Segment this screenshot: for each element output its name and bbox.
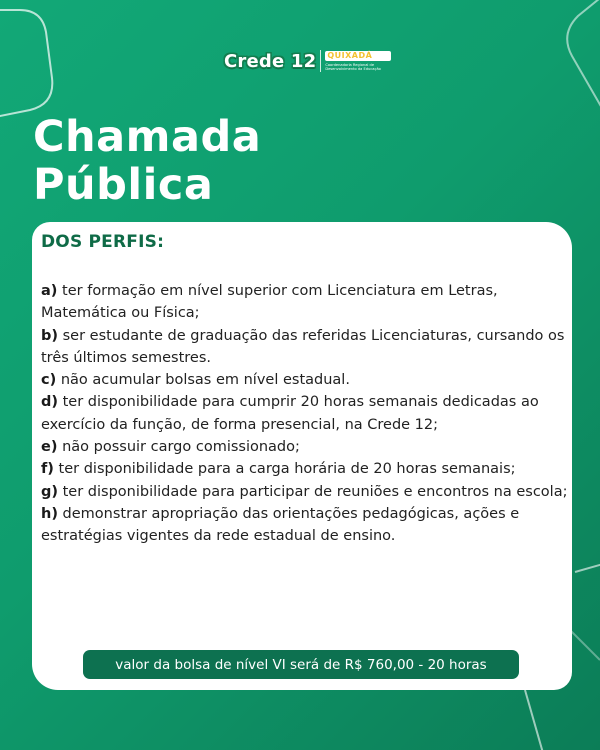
item-letter: g) xyxy=(41,483,59,500)
item-letter: c) xyxy=(41,372,57,389)
item-text: ter disponibilidade para a carga horária de 20 horas semanais; xyxy=(53,461,516,478)
list-item xyxy=(41,458,569,480)
logo-subtitle-block xyxy=(325,51,391,72)
logo-city: QUIXADÁ xyxy=(325,51,391,61)
item-text: ser estudante de graduação das referidas Licenciaturas, cursando os três últimos semestres. xyxy=(41,327,565,366)
profiles-card xyxy=(32,222,572,690)
list-item xyxy=(41,280,569,325)
scholarship-value-note: valor da bolsa de nível VI será de R$ 760,00 - 20 horas xyxy=(83,650,519,679)
title-line-1: Chamada xyxy=(33,112,262,162)
logo-subtitle: Coordenadoria Regional de Desenvolvimento da Educação xyxy=(325,62,381,71)
list-item xyxy=(41,325,569,370)
logo-divider xyxy=(320,50,321,72)
list-item xyxy=(41,391,569,436)
item-text: não acumular bolsas em nível estadual. xyxy=(56,372,350,389)
item-letter: a) xyxy=(41,283,58,299)
title-line-2: Pública xyxy=(33,160,214,210)
item-letter: d) xyxy=(41,394,59,411)
item-text: demonstrar apropriação das orientações pedagógicas, ações e estratégias vigentes da rede estadual de ensino. xyxy=(41,505,520,545)
item-text: ter disponibilidade para cumprir 20 horas semanais dedicadas ao exercício da função, de forma presencial, na Crede 12; xyxy=(41,394,539,433)
item-text: ter formação em nível superior com Licenciatura em Letras, Matemática ou Física; xyxy=(41,283,498,322)
item-text: ter disponibilidade para participar de reuniões e encontros na escola; xyxy=(58,483,568,500)
list-item xyxy=(41,481,569,503)
item-letter: f) xyxy=(41,461,54,478)
requirements-list xyxy=(41,280,569,548)
logo-wordmark: Crede 12 xyxy=(224,50,317,72)
crede-12-logo xyxy=(224,48,391,74)
list-item xyxy=(41,369,569,391)
list-item xyxy=(41,503,569,548)
page-title xyxy=(33,113,261,209)
item-letter: h) xyxy=(41,505,58,522)
item-letter: b) xyxy=(41,327,59,344)
item-letter: e) xyxy=(41,439,58,456)
card-heading: DOS PERFIS: xyxy=(41,232,165,252)
list-item xyxy=(41,436,569,458)
item-text: não possuir cargo comissionado; xyxy=(57,439,300,456)
